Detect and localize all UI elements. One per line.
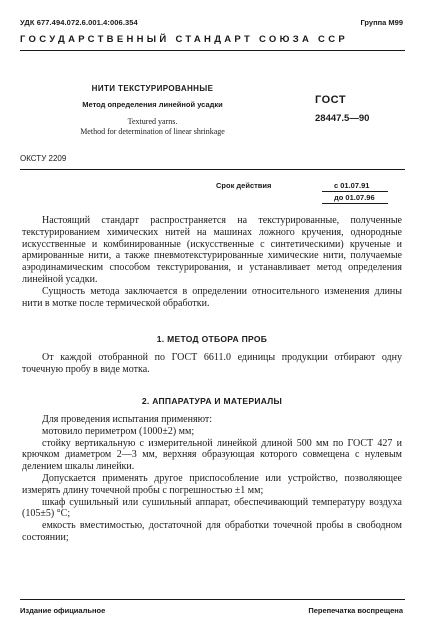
gost-label: ГОСТ [315,94,347,106]
title-en-sub: Method for determination of linear shrinkage [80,127,225,136]
intro-paragraph: Настоящий стандарт распространяется на текстурированные, полученные текстурированием химических нитей на машинах ложного кручения, однородные искусственные и комбинированные (искусственные с синтетическими) крученые и армированные нити, а также пневмотекстурированные химические нити, получаемые аэродинамическим способом текстурирования, и устанавливает метод определения линейной усадки. [22,215,402,285]
udk-code: УДК 677.494.072.6.001.4:006.354 [20,18,138,27]
section-1-title: 1. МЕТОД ОТБОРА ПРОБ [156,334,268,344]
section-2-paragraph: шкаф сушильный или сушильный аппарат, обеспечивающий температуру воздуха (105±5) °С; [22,496,402,520]
section-2-text [22,414,402,544]
group-code: Группа М99 [360,18,403,27]
gost-designation [315,94,390,124]
intro-paragraph: Сущность метода заключается в определении относительного изменения длины нити в мотке после термической обработки. [22,285,402,309]
validity-rule-1 [322,191,388,192]
intro-text [22,215,402,309]
okstu-rule [20,169,405,170]
section-2-paragraph: Для проведения испытания применяют: [42,414,213,425]
okstu-code: ОКСТУ 2209 [20,154,67,163]
footer-rule [20,599,405,600]
validity-from: с 01.07.91 [334,181,370,190]
title-en-main: Textured yarns. [127,117,178,126]
section-2-title: 2. АППАРАТУРА И МАТЕРИАЛЫ [141,396,283,406]
title-ru-main: НИТИ ТЕКСТУРИРОВАННЫЕ [91,84,214,93]
gost-number: 28447.5—90 [315,113,370,124]
validity-period [216,181,388,207]
title-block [20,84,285,137]
footer-reprint-prohibited: Перепечатка воспрещена [308,606,403,615]
title-ru-sub: Метод определения линейной усадки [82,100,223,109]
header-rule [20,50,405,51]
section-2-paragraph: мотовило периметром (1000±2) мм; [42,425,195,437]
footer-official-edition: Издание официальное [20,606,106,615]
section-1-paragraph: От каждой отобранной по ГОСТ 6611.0 единицы продукции отбирают одну точечную пробу в виде мотка. [22,352,402,375]
section-2-paragraph: емкость вместимостью, достаточной для обработки точечной пробы в свободном состоянии; [22,520,402,543]
state-standard-banner: ГОСУДАРСТВЕННЫЙ СТАНДАРТ СОЮЗА ССР [20,34,349,45]
validity-to: до 01.07.96 [334,193,375,202]
validity-label: Срок действия [216,181,272,190]
section-2-paragraph: Допускается применять другое приспособление или устройство, позволяющее измерять длину точечной пробы с погрешностью ±1 мм; [22,472,402,496]
section-2-paragraph: стойку вертикальную с измерительной линейкой длиной 500 мм по ГОСТ 427 и крючком диаметром 2—3 мм, верхняя образующая которого совмещена с нулевым делением шкалы линейки. [22,437,402,473]
title-en [20,117,285,137]
section-1-text [22,352,402,376]
validity-rule-2 [322,203,388,204]
